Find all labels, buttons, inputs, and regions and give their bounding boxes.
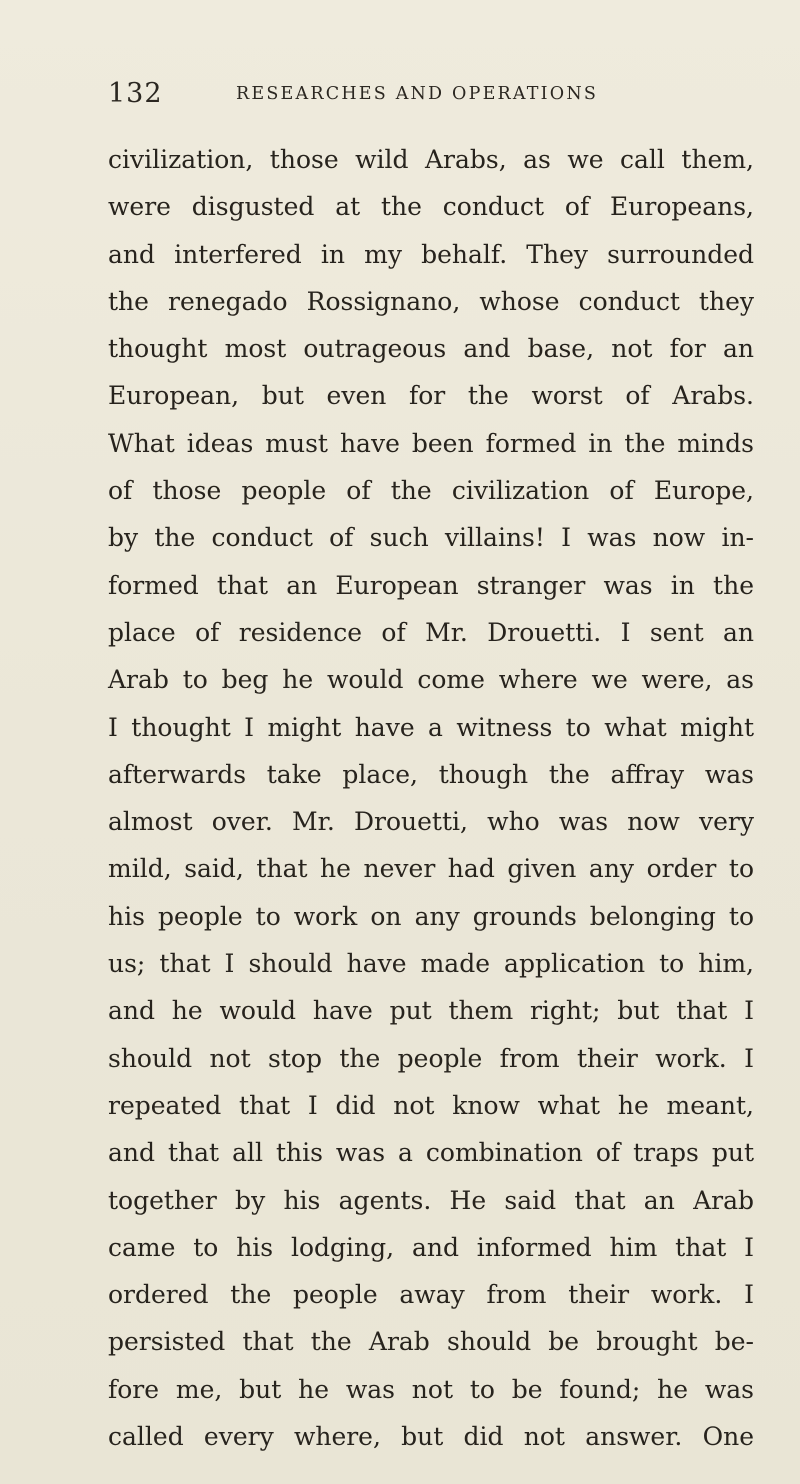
text-line: formed that an European stranger was in the: [108, 570, 754, 600]
running-title: RESEARCHES AND OPERATIONS: [236, 84, 599, 104]
text-line: us; that I should have made application to him,: [108, 949, 754, 979]
text-line: thought most outrageous and base, not for an: [108, 334, 754, 364]
text-line: civilization, those wild Arabs, as we call them,: [108, 145, 754, 174]
text-line: and interfered in my behalf. They surrounded: [108, 239, 754, 269]
body-text: [108, 136, 754, 1460]
text-line: ordered the people away from their work. I: [108, 1280, 754, 1310]
text-line: What ideas must have been formed in the minds: [108, 428, 754, 458]
page-number: 132: [108, 78, 163, 109]
text-line: called every where, but did not answer. One: [108, 1422, 754, 1452]
text-line: mild, said, that he never had given any order to: [108, 854, 754, 884]
text-line: by the conduct of such villains! I was now in-: [108, 523, 754, 553]
text-line: together by his agents. He said that an Arab: [108, 1185, 754, 1215]
text-line: almost over. Mr. Drouetti, who was now very: [108, 807, 754, 837]
text-line: I thought I might have a witness to what might: [108, 712, 754, 742]
text-line: repeated that I did not know what he meant,: [108, 1090, 754, 1120]
text-line: place of residence of Mr. Drouetti. I sent an: [108, 617, 754, 647]
text-line: European, but even for the worst of Arabs.: [108, 381, 754, 411]
text-line: of those people of the civilization of Europe,: [108, 476, 754, 506]
text-line: came to his lodging, and informed him that I: [108, 1232, 754, 1262]
text-line: Arab to beg he would come where we were, as: [108, 665, 754, 695]
text-line: were disgusted at the conduct of Europeans,: [108, 192, 754, 222]
text-line: fore me, but he was not to be found; he was: [108, 1374, 754, 1404]
text-line: should not stop the people from their work. I: [108, 1043, 754, 1073]
text-line: his people to work on any grounds belonging to: [108, 901, 754, 931]
text-line: the renegado Rossignano, whose conduct they: [108, 286, 754, 316]
text-line: and that all this was a combination of traps put: [108, 1138, 754, 1168]
text-line: afterwards take place, though the affray was: [108, 759, 754, 789]
page-header: [108, 78, 728, 118]
text-line: and he would have put them right; but that I: [108, 996, 754, 1026]
text-line: persisted that the Arab should be brought be-: [108, 1327, 754, 1357]
